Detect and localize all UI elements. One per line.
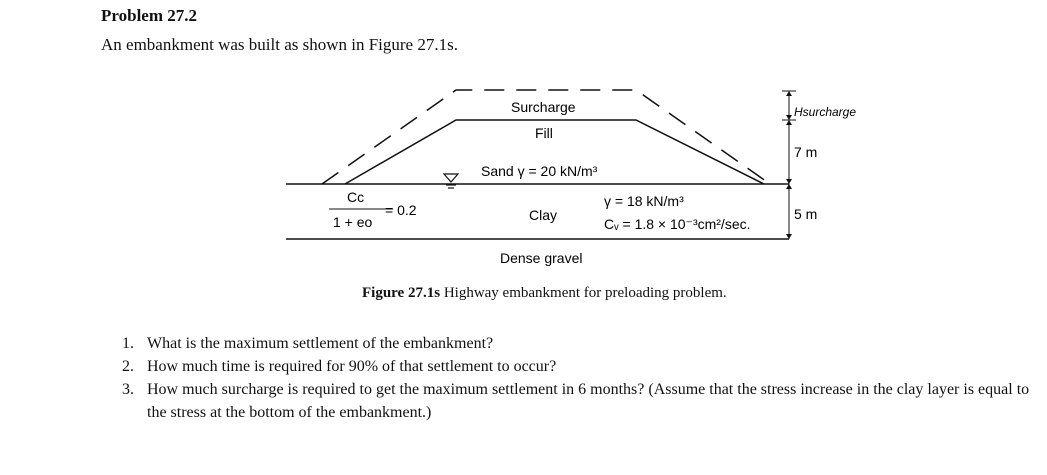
clay-thickness-label: 5 m — [794, 206, 818, 222]
clay-cv-label: Cᵥ = 1.8 × 10⁻³cm²/sec. — [604, 216, 751, 232]
figure-caption — [362, 285, 727, 302]
problem-title: Problem 27.2 — [101, 6, 198, 25]
cc-denominator: 1 + eo — [333, 214, 373, 230]
problem-intro: An embankment was built as shown in Figure 27.1s. — [101, 35, 458, 54]
surcharge-label: Surcharge — [511, 99, 576, 115]
question-text: How much time is required for 90% of that settlement to occur? — [147, 358, 557, 375]
question-number: 1. — [122, 335, 134, 352]
dim-arrow-3 — [786, 120, 792, 125]
question-number: 2. — [122, 358, 134, 375]
dim-arrow-2 — [786, 115, 792, 120]
fill-label: Fill — [535, 125, 553, 141]
question-item — [122, 378, 1037, 424]
question-item — [122, 355, 1037, 378]
dense-gravel-label: Dense gravel — [500, 250, 583, 266]
question-number: 3. — [122, 381, 134, 398]
clay-label: Clay — [529, 207, 558, 223]
fill-height-label: 7 m — [794, 144, 818, 160]
cc-numerator: Cc — [347, 189, 365, 205]
water-table-icon — [444, 174, 458, 188]
caption-text: Highway embankment for preloading problem. — [443, 285, 727, 301]
question-list — [122, 332, 1037, 424]
sand-label: Sand γ = 20 kN/m³ — [481, 163, 598, 179]
cc-value: = 0.2 — [385, 202, 417, 218]
dim-arrow-1 — [786, 91, 792, 96]
question-text: What is the maximum settlement of the embankment? — [147, 335, 494, 352]
clay-gamma-label: γ = 18 kN/m³ — [604, 193, 684, 209]
caption-label: Figure 27.1s — [362, 285, 441, 301]
h-surcharge-label: Hsurcharge — [794, 105, 857, 119]
question-item — [122, 332, 1037, 355]
question-text: How much surcharge is required to get the maximum settlement in 6 months? (Assume that the stress increase in the clay layer is equal to the stress at the bottom of the embankment.) — [147, 381, 1030, 421]
